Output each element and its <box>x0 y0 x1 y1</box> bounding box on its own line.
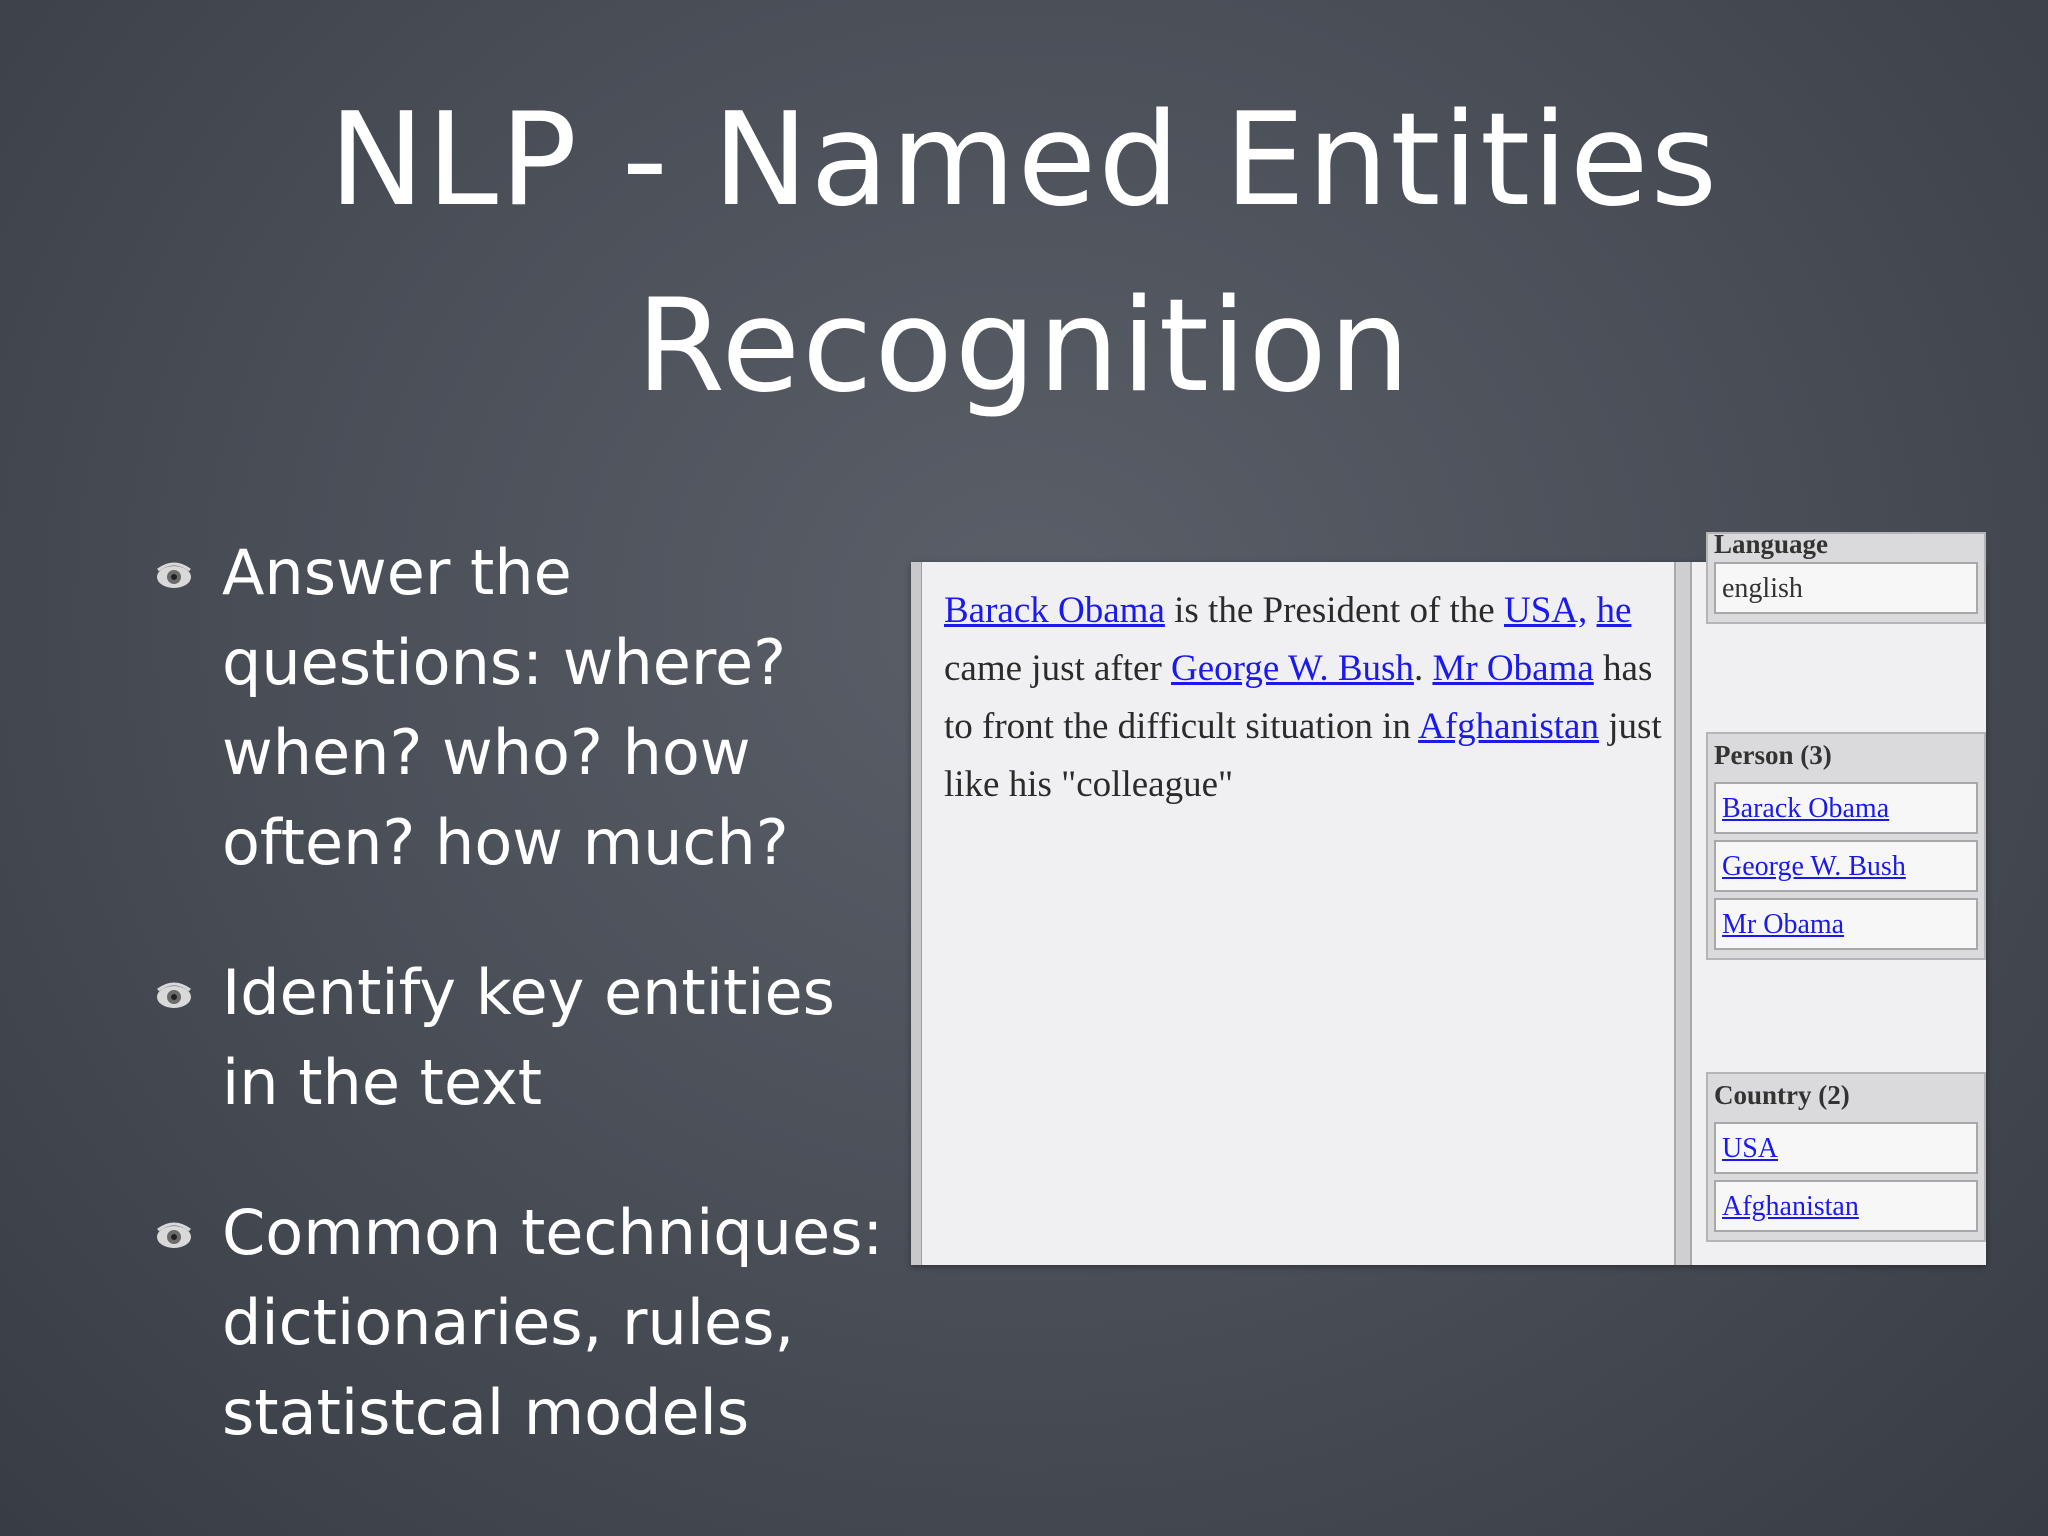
article-segment: just like his "colleague" <box>944 706 1662 805</box>
country-heading: Country (2) <box>1714 1080 1850 1110</box>
bullet-list <box>150 528 910 1458</box>
article-text <box>944 582 1664 814</box>
article-segment: . <box>1413 648 1433 689</box>
language-group <box>1706 529 1986 624</box>
bullet-item <box>150 948 910 1128</box>
article-segment: came just after <box>944 648 1172 689</box>
bullet-eye-icon <box>154 980 194 1012</box>
bullet-item <box>150 1188 910 1458</box>
entity-sidebar <box>1706 529 1984 1265</box>
entity-item[interactable] <box>1714 782 1978 834</box>
bullet-text: Answer the questions: where? when? who? how often? how much? <box>222 536 789 879</box>
language-value: english <box>1714 562 1978 614</box>
ner-screenshot <box>911 529 1986 1265</box>
entity-link[interactable]: USA, <box>1503 590 1588 631</box>
article-segment: has to front the difficult situation in <box>944 648 1653 747</box>
entity-item[interactable] <box>1714 1122 1978 1174</box>
entity-item[interactable] <box>1714 840 1978 892</box>
entity-item[interactable] <box>1714 1180 1978 1232</box>
country-group <box>1706 1072 1986 1242</box>
bullet-eye-icon <box>154 560 194 592</box>
panel-divider <box>911 562 922 1265</box>
article-segment <box>1587 590 1596 631</box>
title-line-2: Recognition <box>636 272 1412 421</box>
slide-title <box>0 68 2048 440</box>
entity-link[interactable]: he <box>1596 590 1632 631</box>
person-group <box>1706 732 1986 960</box>
person-heading: Person (3) <box>1714 740 1832 770</box>
entity-link[interactable]: Afghanistan <box>1418 706 1599 747</box>
entity-link[interactable]: Afghanistan <box>1722 1191 1859 1222</box>
entity-link[interactable]: USA <box>1722 1133 1779 1164</box>
panel-divider <box>1674 562 1692 1265</box>
entity-link[interactable]: Barack Obama <box>1722 793 1890 824</box>
title-line-1: NLP - Named Entities <box>328 86 1720 235</box>
language-heading: Language <box>1714 529 1829 559</box>
bullet-eye-icon <box>154 1220 194 1252</box>
bullet-text: Common techniques: dictionaries, rules, statistcal models <box>222 1196 884 1449</box>
bullet-item <box>150 528 910 888</box>
entity-link[interactable]: George W. Bush <box>1722 851 1906 882</box>
bullet-text: Identify key entities in the text <box>222 956 835 1119</box>
entity-item[interactable] <box>1714 898 1978 950</box>
entity-link[interactable]: Mr Obama <box>1432 648 1594 689</box>
entity-link[interactable]: Barack Obama <box>944 590 1165 631</box>
article-segment: is the President of the <box>1164 590 1504 631</box>
entity-link[interactable]: Mr Obama <box>1722 909 1845 940</box>
entity-link[interactable]: George W. Bush <box>1171 648 1414 689</box>
